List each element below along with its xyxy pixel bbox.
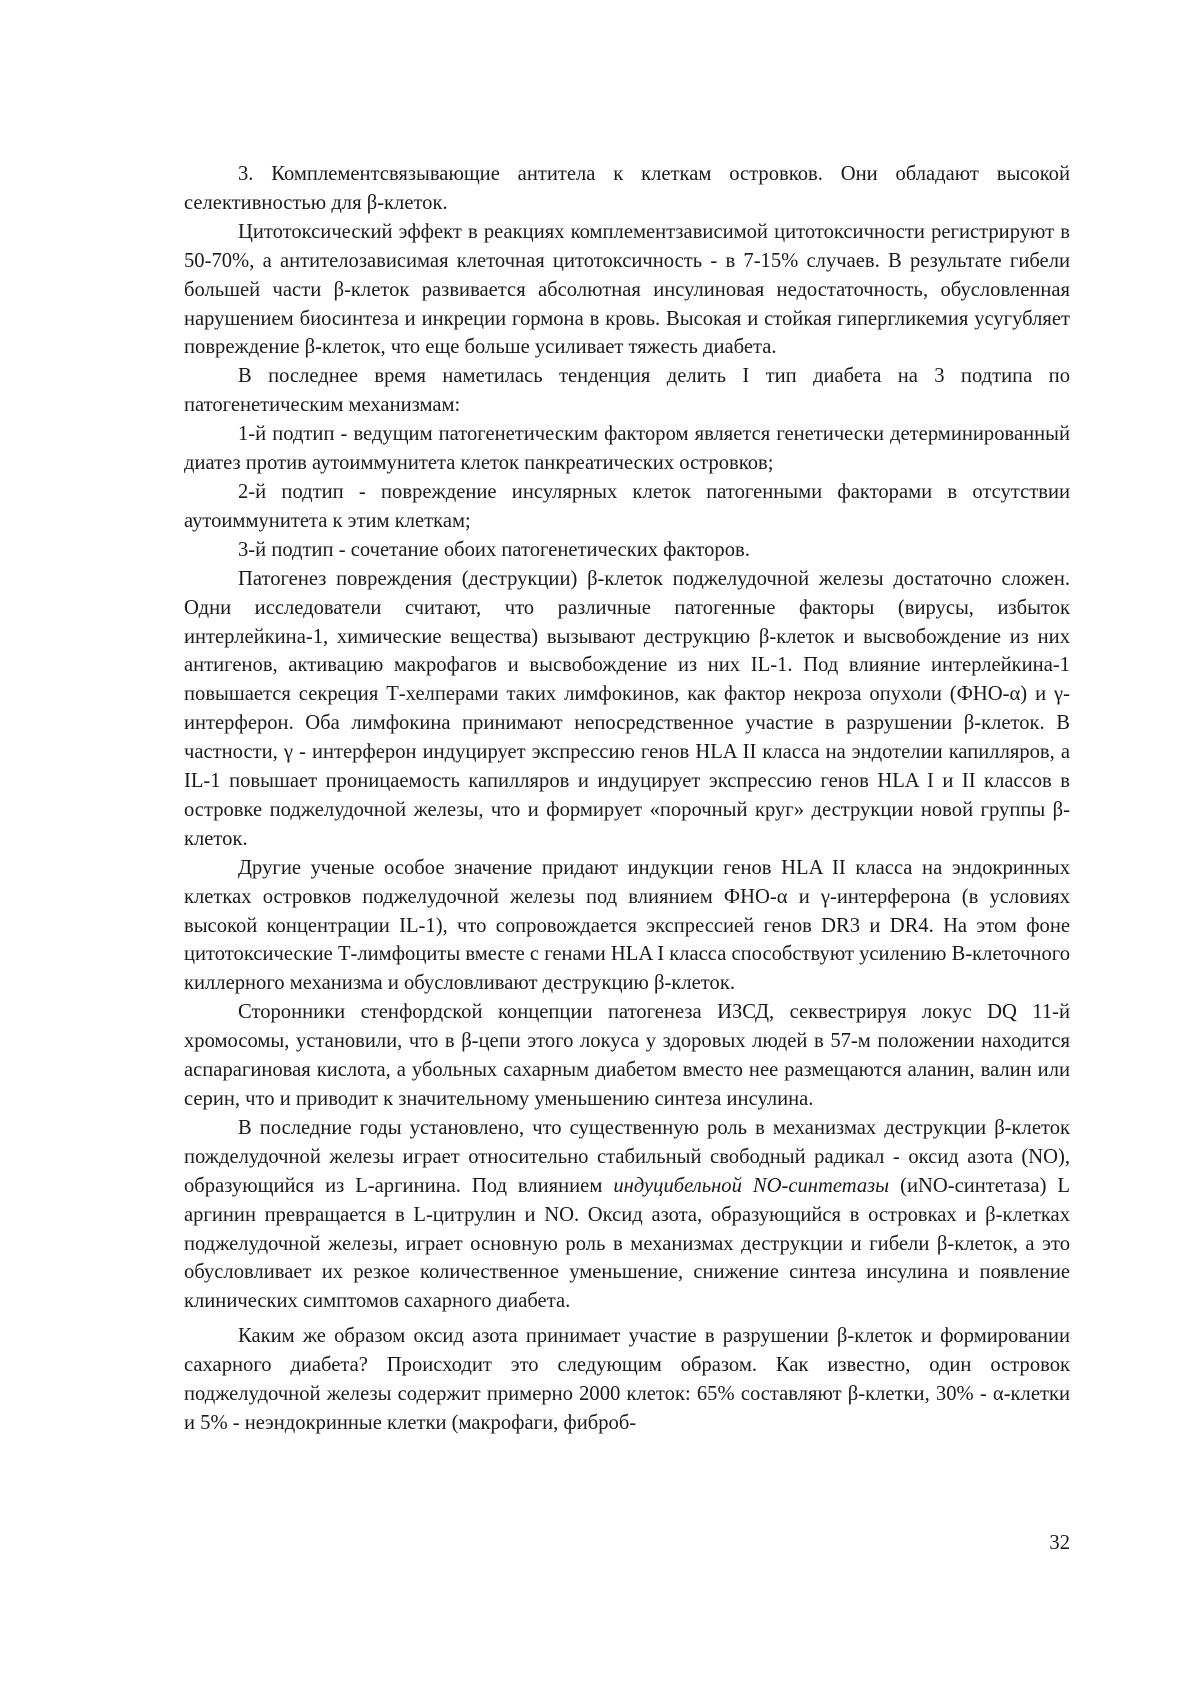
nitric-oxide-text-end: (иNO-синтетаза) L аргинин превращается в L-цитрулин и NO. Оксид азота, образующийся в островках и β-клетках поджелудочной железы, играет основную роль в механизмах деструкции и гибели β-клеток, а это обусловливает их резкое количественное уменьшение, снижение синтеза инсулина и появление клинических симптомов сахарного диабета. [184, 1174, 1070, 1313]
paragraph-stanford-concept: Сторонники стенфордской концепции патогенеза ИЗСД, секвестрируя локус DQ 11-й хромосомы, установили, что в β-цепи этого локуса у здоровых людей в 57-м положении находится аспарагиновая кислота, а убольных сахарным диабетом вместо нее размещаются аланин, валин или серин, что и приводит к значительному уменьшению синтеза инсулина. [184, 1001, 1070, 1110]
paragraph-subtypes-intro: В последнее время наметилась тенденция делить I тип диабета на 3 подтипа по патогенетическим механизмам: [184, 365, 1070, 417]
paragraph-nitric-oxide [184, 1114, 1070, 1316]
page-number: 32 [1049, 1532, 1070, 1554]
page-body [184, 160, 1070, 1438]
nitric-oxide-italic-term: индуцибельной NO-синтетазы [613, 1174, 890, 1197]
paragraph-islet-composition: Каким же образом оксид азота принимает участие в разрушении β-клеток и формировании сахарного диабета? Происходит это следующим образом. Как известно, один островок поджелудочной железы содержит примерно 2000 клеток: 65% составляют β-клетки, 30% - α-клетки и 5% - неэндокринные клетки (макрофаги, фиброб- [184, 1325, 1070, 1434]
paragraph-subtype-2: 2-й подтип - повреждение инсулярных клеток патогенными факторами в отсутствии аутоиммунитета к этим клеткам; [184, 480, 1070, 532]
paragraph-antibodies: 3. Комплементсвязывающие антитела к клеткам островков. Они обладают высокой селективностью для β-клеток. [184, 163, 1070, 214]
paragraph-hla-induction: Другие ученые особое значение придают индукции генов HLA II класса на эндокринных клетках островков поджелудочной железы под влиянием ФНО-α и γ-интерферона (в условиях высокой концентрации IL-1), что сопровождается экспрессией генов DR3 и DR4. На этом фоне цитотоксические Т-лимфоциты вместе с генами HLA I класса способствуют усилению В-клеточного киллерного механизма и обусловливают деструкцию β-клеток. [184, 856, 1070, 995]
paragraph-subtype-3: 3-й подтип - сочетание обоих патогенетических факторов. [238, 538, 750, 561]
paragraph-pathogenesis: Патогенез повреждения (деструкции) β-клеток поджелудочной железы достаточно сложен. Одни исследователи считают, что различные патогенные факторы (вирусы, избыток интерлейкина-1, химические вещества) вызывают деструкцию β-клеток и высвобождение из них антигенов, активацию макрофагов и высвобождение из них IL-1. Под влияние интерлейкина-1 повышается секреция Т-хелперами таких лимфокинов, как фактор некроза опухоли (ФНО-α) и γ-интерферон. Оба лимфокина принимают непосредственное участие в разрушении β-клеток. В частности, γ - интерферон индуцирует экспрессию генов HLA II класса на эндотелии капилляров, а IL-1 повышает проницаемость капилляров и индуцирует экспрессию генов HLA I и II классов в островке поджелудочной железы, что и формирует «порочный круг» деструкции новой группы β-клеток. [184, 567, 1070, 850]
nitric-oxide-text-start: В последние годы установлено, что существенную роль в механизмах деструкции β-клеток пожделудочной железы играет относительно стабильный свободный радикал - оксид азота (NO), образующийся из L-аргинина. Под влиянием [184, 1116, 1070, 1197]
paragraph-cytotoxic-effect: Цитотоксический эффект в реакциях комплементзависимой цитотоксичности регистрируют в 50-70%, а антителозависимая клеточная цитотоксичность - в 7-15% случаев. В результате гибели большей части β-клеток развивается абсолютная инсулиновая недостаточность, обусловленная нарушением биосинтеза и инкреции гормона в кровь. Высокая и стойкая гипергликемия усугубляет повреждение β-клеток, что еще больше усиливает тяжесть диабета. [184, 220, 1070, 359]
paragraph-subtype-1: 1-й подтип - ведущим патогенетическим фактором является генетически детерминированный диатез против аутоиммунитета клеток панкреатических островков; [184, 423, 1070, 475]
